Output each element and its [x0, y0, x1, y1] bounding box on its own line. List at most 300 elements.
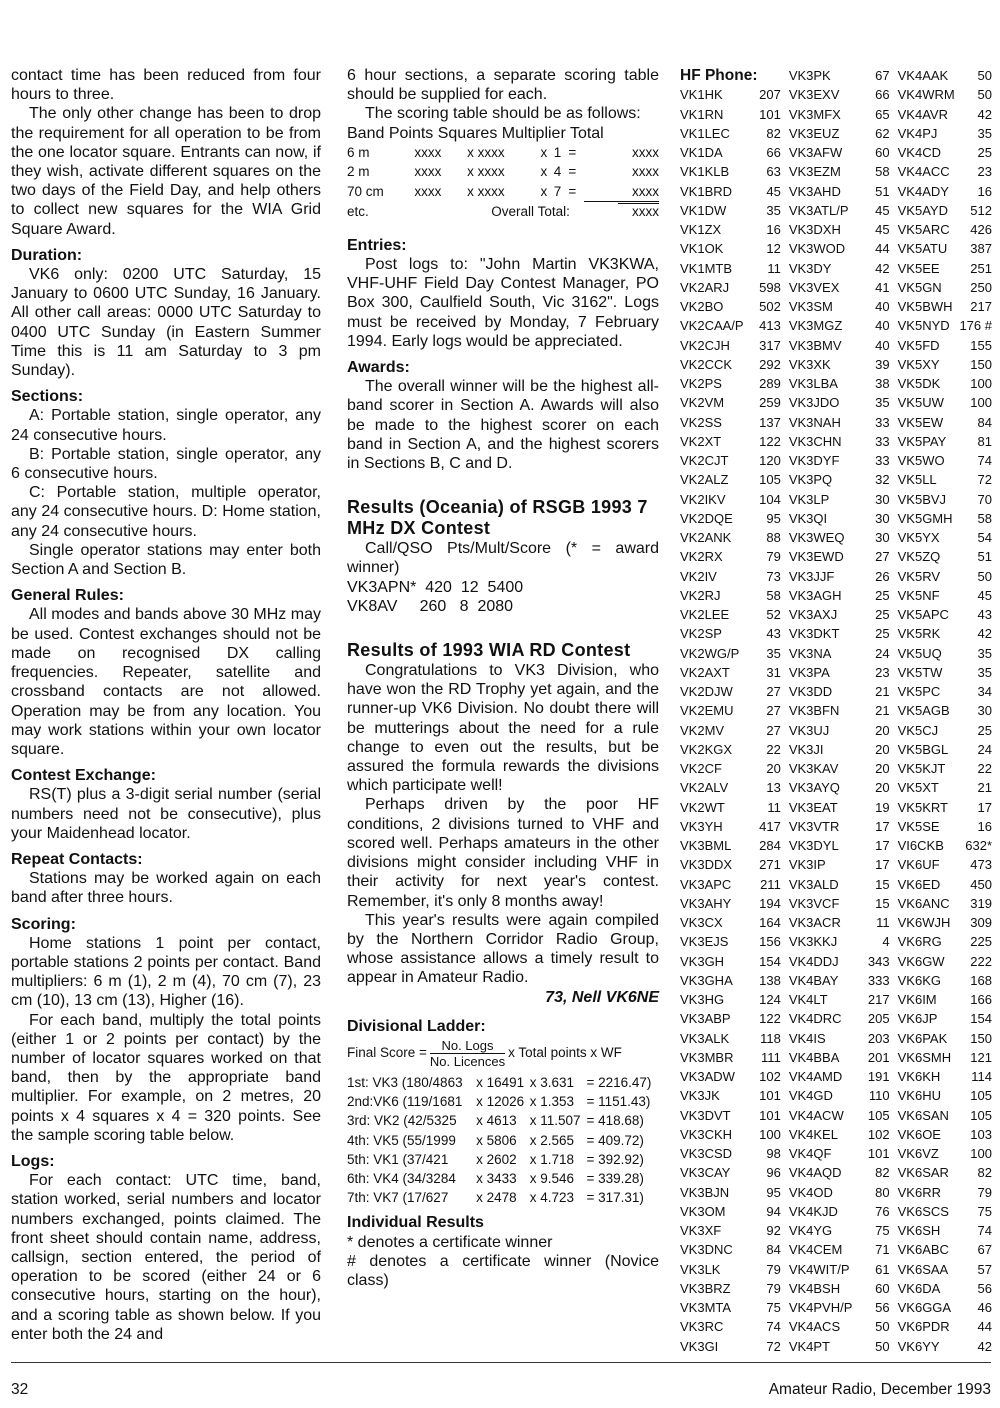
result-score: 56 [977, 1280, 992, 1296]
result-score: 94 [766, 1203, 781, 1219]
result-score: 82 [977, 1165, 992, 1181]
results-row [680, 297, 992, 316]
result-callsign: VK6SMH [897, 1049, 952, 1065]
result-score: 23 [875, 664, 890, 680]
result-score: 333 [867, 972, 890, 988]
results-row [680, 586, 992, 605]
results-row [680, 528, 992, 547]
result-score: 164 [759, 915, 781, 931]
result-callsign: VK3EXV [788, 87, 840, 103]
result-callsign: VK3EAT [788, 799, 838, 815]
result-callsign: VK3BJN [680, 1184, 730, 1200]
ladder-cell: x 5806 [476, 1132, 517, 1148]
result-score: 50 [977, 68, 992, 84]
result-callsign: VK3LBA [788, 376, 838, 392]
result-callsign: VK5GMH [897, 510, 953, 526]
ladder-cell: x 4.723 [529, 1190, 575, 1206]
result-score: 25 [977, 145, 992, 161]
formula-denominator: No. Licences [429, 1053, 506, 1069]
result-callsign: VK2WT [680, 799, 725, 815]
result-callsign: VK2DQE [680, 510, 733, 526]
result-score: 150 [970, 356, 992, 372]
result-score: 92 [766, 1223, 781, 1239]
result-callsign: VK3DDX [680, 857, 733, 873]
scoring-cell-eq: = [568, 184, 577, 200]
result-score: 58 [977, 510, 992, 526]
result-score: 34 [977, 684, 992, 700]
result-score: 309 [970, 915, 992, 931]
result-callsign: VK3AYQ [788, 780, 840, 796]
result-score: 73 [766, 568, 781, 584]
results-row [680, 836, 992, 855]
result-callsign: VK1ZX [680, 222, 722, 238]
result-callsign: VK1HK [680, 87, 723, 103]
results-row [680, 990, 992, 1009]
result-score: 121 [970, 1049, 992, 1065]
scoring-cell-sq: x xxxx [467, 184, 505, 200]
result-score: 27 [875, 549, 890, 565]
result-score: 74 [977, 1223, 992, 1239]
result-callsign: VK1DA [680, 145, 723, 161]
result-callsign: VK6PDR [897, 1319, 950, 1335]
result-callsign: VK3JJF [788, 568, 835, 584]
result-callsign: VK2CCK [680, 356, 733, 372]
result-callsign: VK4OD [788, 1184, 833, 1200]
divisional-ladder [347, 1073, 659, 1207]
ladder-heading: Divisional Ladder: [347, 1017, 486, 1035]
result-score: 203 [867, 1030, 890, 1046]
scoring-row [347, 182, 659, 202]
result-callsign: VK3KKJ [788, 934, 838, 950]
result-callsign: VK3BMV [788, 337, 842, 353]
result-score: 62 [875, 125, 890, 141]
results-row [680, 701, 992, 720]
result-callsign: VK4ACW [788, 1107, 844, 1123]
result-score: 201 [867, 1049, 890, 1065]
result-score: 25 [875, 607, 890, 623]
result-callsign: VK2RX [680, 549, 723, 565]
result-score: 13 [766, 780, 781, 796]
results-row [680, 1317, 992, 1336]
result-score: 21 [977, 780, 992, 796]
result-callsign: VK2SP [680, 626, 722, 642]
column-2 [347, 66, 659, 1290]
result-score: 25 [875, 626, 890, 642]
rd-results-title: Results of 1993 WIA RD Contest [347, 640, 631, 661]
result-callsign: VK2WG/P [680, 645, 740, 661]
result-callsign: VK3GHA [680, 972, 733, 988]
result-score: 32 [875, 472, 890, 488]
result-callsign: VK4QF [788, 1146, 832, 1162]
result-score: 259 [759, 395, 781, 411]
scoring-cell-pts: xxxx [414, 144, 442, 160]
result-callsign: VK5KRT [897, 799, 948, 815]
result-score: 250 [970, 279, 992, 295]
ladder-cell: 1st: VK3 (180/4863 [347, 1074, 463, 1090]
ladder-cell: = 392.92) [586, 1151, 644, 1167]
result-score: 40 [875, 299, 890, 315]
result-score: 43 [766, 626, 781, 642]
result-callsign: VK3BFN [788, 703, 840, 719]
result-callsign: VK4YG [788, 1223, 833, 1239]
result-score: 42 [875, 260, 890, 276]
result-callsign: VK5AYD [897, 202, 948, 218]
section-note: Single operator stations may enter both Section A and Section B. [11, 541, 321, 579]
result-callsign: VK6WJH [897, 915, 951, 931]
scoring-cell-x: x [540, 164, 548, 180]
result-callsign: VK2MV [680, 722, 725, 738]
result-score: 11 [767, 260, 781, 276]
result-callsign: VK3ALK [680, 1030, 730, 1046]
result-score: 31 [766, 664, 781, 680]
result-score: 44 [875, 241, 890, 257]
result-callsign: VK3GH [680, 953, 725, 969]
result-score: 102 [867, 1126, 890, 1142]
result-score: 30 [977, 703, 992, 719]
results-row [680, 201, 992, 220]
ladder-cell: = 418.68) [586, 1113, 644, 1129]
result-score: 105 [970, 1107, 992, 1123]
result-callsign: VK6HU [897, 1088, 941, 1104]
results-row [680, 798, 992, 817]
scoring-cell-mult: 1 [553, 144, 562, 160]
result-score: 17 [977, 799, 992, 815]
result-score: 426 [970, 222, 992, 238]
result-score: 104 [759, 491, 781, 507]
scoring-cell-pts: xxxx [414, 184, 442, 200]
result-score: 65 [875, 106, 890, 122]
result-score: 101 [759, 1088, 781, 1104]
result-score: 111 [761, 1049, 781, 1065]
results-row [680, 1183, 992, 1202]
result-score: 30 [875, 491, 890, 507]
result-score: 222 [970, 953, 992, 969]
result-callsign: VK3AFW [788, 145, 843, 161]
result-callsign: VK5AGB [897, 703, 950, 719]
result-score: 57 [977, 1261, 992, 1277]
result-callsign: VK6ED [897, 876, 941, 892]
formula-fraction [430, 1038, 505, 1069]
result-score: 35 [977, 664, 992, 680]
result-score: 205 [867, 1011, 890, 1027]
result-callsign: VK3APC [680, 876, 732, 892]
result-callsign: VK5NYD [897, 318, 950, 334]
result-score: 76 [875, 1203, 890, 1219]
rsgb-intro: Call/QSO Pts/Mult/Score (* = award winner) [347, 540, 659, 577]
result-callsign: VK6ABC [897, 1242, 949, 1258]
result-callsign: VK3MGZ [788, 318, 843, 334]
scoring-cell-eq: = [568, 164, 577, 180]
ladder-cell: 6th: VK4 (34/3284 [347, 1170, 456, 1186]
result-callsign: VK6SAA [897, 1261, 949, 1277]
result-score: 194 [759, 895, 781, 911]
result-callsign: VK5ATU [897, 241, 948, 257]
result-callsign: VK2ALZ [680, 472, 729, 488]
result-score: 39 [875, 356, 890, 372]
result-score: 45 [977, 587, 992, 603]
result-score: 56 [875, 1300, 890, 1316]
ladder-cell: = 339.28) [586, 1170, 644, 1186]
awards-text: The overall winner will be the highest all-band scorer in Section A. Awards will also be made to the highest scorer on each band in Section A, and the highest scorers in Sections B, C and D. [347, 378, 659, 473]
scoring-cell-mult: 7 [553, 184, 562, 200]
column-1 [11, 66, 321, 1344]
result-callsign: VK3WEQ [788, 530, 845, 546]
result-callsign: VK5YX [897, 530, 940, 546]
result-callsign: VK3ALD [788, 876, 839, 892]
result-callsign: VK2BO [680, 299, 724, 315]
result-callsign: VK5FD [897, 337, 940, 353]
scoring-etc: etc. [347, 204, 369, 220]
result-score: 81 [977, 433, 992, 449]
result-callsign: VK3ATL/P [788, 202, 849, 218]
results-row [680, 239, 992, 258]
result-callsign: VK4CD [897, 145, 941, 161]
ladder-cell: x 1.353 [529, 1094, 575, 1110]
ladder-cell: 3rd: VK2 (42/5325 [347, 1113, 457, 1129]
rules-text: All modes and bands above 30 MHz may be used. Contest exchanges should not be made on recognised DX calling frequencies. Repeater, satellite and crossband contacts are not allowed. Operation may be from any location. You may work stations within your own locator square. [11, 606, 321, 758]
scoring-cell-sq: x xxxx [467, 164, 505, 180]
result-callsign: VK3JDO [788, 395, 840, 411]
exchange-heading: Contest Exchange: [11, 767, 156, 785]
result-callsign: VK4AMD [788, 1069, 843, 1085]
result-callsign: VK3DYF [788, 453, 840, 469]
result-score: 74 [977, 453, 992, 469]
result-callsign: VK2PS [680, 376, 722, 392]
ladder-cell: x 11.507 [529, 1113, 581, 1129]
rsgb-results-title: Results (Oceania) of RSGB 1993 7 MHz DX Contest [347, 497, 648, 539]
ladder-cell: x 4613 [476, 1113, 517, 1129]
result-callsign: VK5UW [897, 395, 944, 411]
result-callsign: VK3AHD [788, 183, 841, 199]
result-callsign: VK4IS [788, 1030, 826, 1046]
result-score: 11 [876, 915, 890, 931]
results-row [680, 374, 992, 393]
result-callsign: VK5BVJ [897, 491, 947, 507]
section-b: B: Portable station, single operator, any 6 consecutive hours. [11, 445, 321, 483]
result-score: 21 [875, 684, 890, 700]
result-score: 75 [766, 1300, 781, 1316]
result-callsign: VK3AHY [680, 895, 732, 911]
results-row [680, 1048, 992, 1067]
ladder-row [347, 1169, 659, 1188]
result-score: 95 [766, 1184, 781, 1200]
result-score: 122 [759, 1011, 781, 1027]
results-row [680, 1029, 992, 1048]
result-callsign: VK4ACC [897, 164, 950, 180]
rsgb-row: VK3APN* 420 12 5400 [347, 578, 524, 596]
result-callsign: VK5LL [897, 472, 937, 488]
result-callsign: VK4BSH [788, 1280, 841, 1296]
result-callsign: VK3EWD [788, 549, 844, 565]
result-score: 40 [875, 337, 890, 353]
result-callsign: VK3JI [788, 741, 824, 757]
result-callsign: VK2VM [680, 395, 725, 411]
results-row [680, 413, 992, 432]
sections-heading: Sections: [11, 388, 84, 406]
result-callsign: VK5RK [897, 626, 941, 642]
result-score: 100 [970, 395, 992, 411]
result-callsign: VK3WOD [788, 241, 846, 257]
ladder-row [347, 1188, 659, 1207]
result-score: 95 [766, 510, 781, 526]
result-score: 60 [875, 145, 890, 161]
result-score: 105 [970, 1088, 992, 1104]
scoring-table [347, 143, 659, 222]
result-score: 217 [970, 299, 992, 315]
page-number: 32 [11, 1381, 29, 1398]
result-callsign: VK3LK [680, 1261, 721, 1277]
result-callsign: VK4GD [788, 1088, 833, 1104]
result-callsign: VK3MFX [788, 106, 841, 122]
results-row [680, 85, 992, 104]
result-callsign: VK4BBA [788, 1049, 840, 1065]
result-score: 103 [970, 1126, 992, 1142]
result-score: 44 [977, 1319, 992, 1335]
result-callsign: VK2SS [680, 414, 722, 430]
result-callsign: VK3RC [680, 1319, 724, 1335]
result-score: 79 [766, 1261, 781, 1277]
result-score: 74 [766, 1319, 781, 1335]
result-score: 100 [759, 1126, 781, 1142]
ladder-cell: x 1.718 [529, 1151, 575, 1167]
result-callsign: VK1KLB [680, 164, 730, 180]
results-row [680, 1125, 992, 1144]
result-score: 20 [875, 761, 890, 777]
result-callsign: VK6SAR [897, 1165, 949, 1181]
result-score: 82 [766, 125, 781, 141]
result-callsign: VK5GN [897, 279, 942, 295]
result-callsign: VK3VTR [788, 818, 840, 834]
results-row [680, 932, 992, 951]
result-score: 82 [875, 1165, 890, 1181]
result-callsign: VK6OE [897, 1126, 941, 1142]
result-callsign: VK2CF [680, 761, 722, 777]
result-callsign: VK3OM [680, 1203, 726, 1219]
result-score: 166 [970, 992, 992, 1008]
ladder-cell: x 3433 [476, 1170, 517, 1186]
result-callsign: VK5BGL [897, 741, 949, 757]
result-callsign: VK3YH [680, 818, 723, 834]
results-row [680, 644, 992, 663]
result-callsign: VK1LEC [680, 125, 730, 141]
result-callsign: VK5APC [897, 607, 949, 623]
results-row [680, 1202, 992, 1221]
result-callsign: VK2ALV [680, 780, 729, 796]
result-score: 191 [867, 1069, 890, 1085]
result-score: 225 [970, 934, 992, 950]
scoring-cell-band: 70 cm [347, 184, 384, 200]
result-score: 12 [766, 241, 781, 257]
result-score: 79 [766, 1280, 781, 1296]
results-row [680, 182, 992, 201]
result-callsign: VK6RR [897, 1184, 941, 1200]
result-score: 502 [759, 299, 781, 315]
results-row [680, 124, 992, 143]
results-row [680, 278, 992, 297]
result-score: 79 [766, 549, 781, 565]
individual-results-heading: Individual Results [347, 1214, 484, 1232]
scoring-cell-x: x [540, 144, 548, 160]
result-score: 207 [759, 87, 781, 103]
result-callsign: VK3CKH [680, 1126, 733, 1142]
results-row [680, 817, 992, 836]
result-score: 30 [875, 510, 890, 526]
result-score: 20 [875, 780, 890, 796]
result-score: 251 [970, 260, 992, 276]
hf-phone-heading: HF Phone: [680, 66, 758, 84]
legend-hash: # denotes a certificate winner (Novice class) [347, 1252, 659, 1289]
results-row [680, 490, 992, 509]
result-score: 23 [977, 164, 992, 180]
result-score: 27 [766, 703, 781, 719]
formula-left: Final Score = [347, 1044, 427, 1060]
rules-heading: General Rules: [11, 587, 124, 605]
result-score: 156 [759, 934, 781, 950]
result-callsign: VK2XT [680, 433, 722, 449]
result-score: 46 [977, 1300, 992, 1316]
result-callsign: VK3JK [680, 1088, 720, 1104]
results-row [680, 740, 992, 759]
ladder-cell: x 12026 [476, 1094, 525, 1110]
results-row [680, 66, 992, 85]
results-row [680, 355, 992, 374]
result-score: 319 [970, 895, 992, 911]
result-score: 19 [875, 799, 890, 815]
result-score: 101 [759, 106, 781, 122]
result-score: 40 [875, 318, 890, 334]
result-callsign: VK3QI [788, 510, 828, 526]
results-row [680, 624, 992, 643]
result-callsign: VI6CKB [897, 838, 944, 854]
scoring-cell-total: xxxx [632, 144, 659, 160]
result-callsign: VK5XY [897, 356, 940, 372]
result-callsign: VK3VEX [788, 279, 840, 295]
results-row [680, 567, 992, 586]
result-callsign: VK4AAK [897, 68, 949, 84]
result-score: 343 [867, 953, 890, 969]
result-callsign: VK5TW [897, 664, 943, 680]
result-callsign: VK3ACR [788, 915, 841, 931]
result-score: 51 [977, 549, 992, 565]
result-callsign: VK6DA [897, 1280, 941, 1296]
result-score: 20 [766, 761, 781, 777]
results-row [680, 682, 992, 701]
result-score: 61 [875, 1261, 890, 1277]
result-callsign: VK5WO [897, 453, 945, 469]
results-row [680, 220, 992, 239]
result-callsign: VK4AQD [788, 1165, 842, 1181]
result-score: 512 [970, 202, 992, 218]
result-callsign: VK6SCS [897, 1203, 949, 1219]
result-score: 154 [759, 953, 781, 969]
result-callsign: VK3CX [680, 915, 723, 931]
scoring-row [347, 143, 659, 163]
result-callsign: VK2CAA/P [680, 318, 744, 334]
results-row [680, 759, 992, 778]
result-callsign: VK3DVT [680, 1107, 731, 1123]
result-callsign: VK5EE [897, 260, 940, 276]
result-callsign: VK6KH [897, 1069, 941, 1085]
scoring-cell-sq: x xxxx [467, 144, 505, 160]
result-score: 4 [882, 934, 890, 950]
result-score: 84 [766, 1242, 781, 1258]
result-score: 25 [977, 722, 992, 738]
results-row [680, 605, 992, 624]
result-callsign: VK3DYL [788, 838, 839, 854]
result-score: 16 [977, 183, 992, 199]
ladder-row [347, 1073, 659, 1092]
signoff: 73, Nell VK6NE [545, 988, 659, 1006]
